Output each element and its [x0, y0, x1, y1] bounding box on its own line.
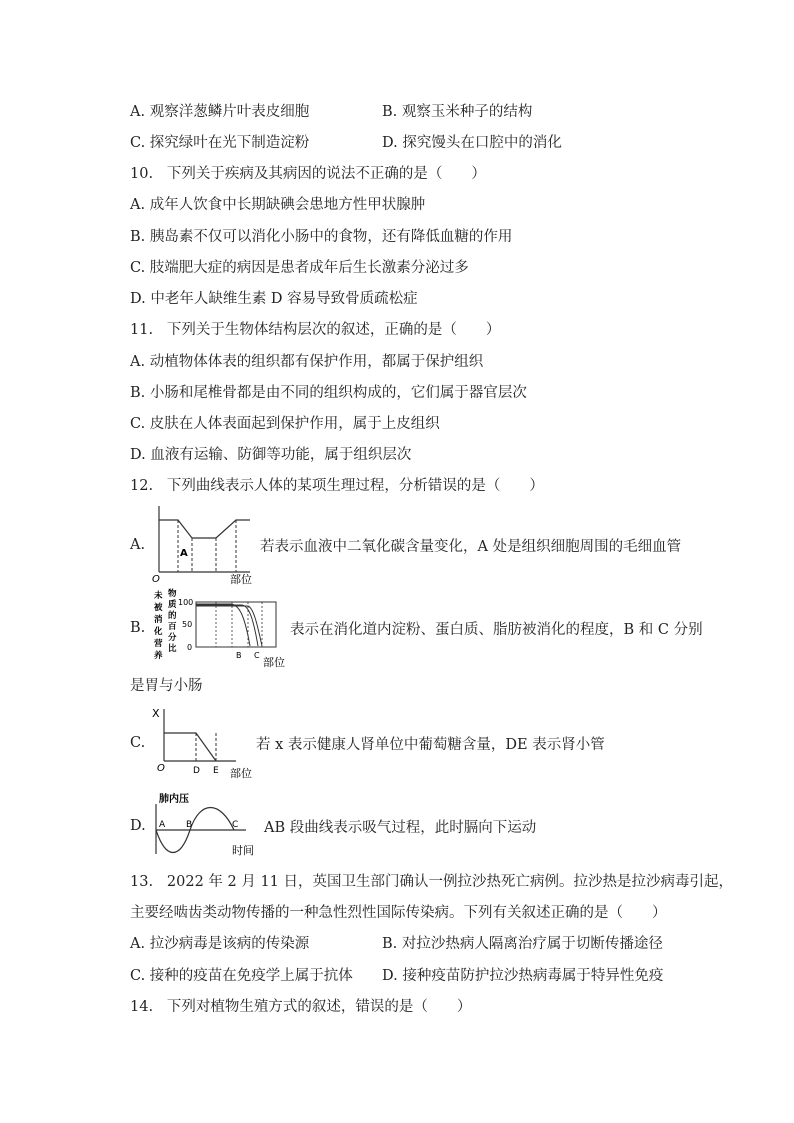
- q12-c-graph: [150, 703, 262, 781]
- q12-d-text: AB 段曲线表示吸气过程，此时膈向下运动: [264, 820, 537, 836]
- q12-b-point-b: B: [236, 651, 242, 660]
- q13-stem-line2: 主要经啮齿类动物传播的一种急性烈性国际传染病。下列有关叙述正确的是（ ）: [130, 905, 667, 921]
- q12-b-letter: B.: [130, 620, 146, 636]
- q12-b-ylabel-char: 物: [168, 589, 177, 599]
- q10-option-b: B. 胰岛素不仅可以消化小肠中的食物，还有降低血糖的作用: [130, 229, 513, 245]
- q13-option-b: B. 对拉沙热病人隔离治疗属于切断传播途径: [382, 936, 663, 952]
- q12-d-letter: D.: [130, 818, 146, 834]
- q12-a-xlabel: 部位: [230, 573, 252, 585]
- q12-d-point-a: A: [159, 820, 166, 830]
- q11-option-d: D. 血液有运输、防御等功能，属于组织层次: [130, 447, 412, 463]
- q10-option-c: C. 肢端肥大症的病因是患者成年后生长激素分泌过多: [130, 260, 469, 276]
- q12-c-point-d: D: [193, 766, 200, 776]
- q12-d-point-b: B: [186, 820, 193, 830]
- q9-option-c: C. 探究绿叶在光下制造淀粉: [130, 135, 310, 151]
- q9-option-b: B. 观察玉米种子的结构: [382, 104, 533, 120]
- q12-b-point-c: C: [254, 651, 260, 660]
- q12-b-ylabel-char: 消: [154, 615, 163, 625]
- q12-b-xlabel: 部位: [263, 656, 285, 669]
- q12-b-graph: [150, 588, 290, 670]
- q12-c-point-e: E: [213, 766, 219, 776]
- q12-d-point-c: C: [232, 820, 239, 830]
- q12-b-tick-100: 100: [178, 598, 194, 607]
- q12-a-text: 若表示血液中二氧化碳含量变化，A 处是组织细胞周围的毛细血管: [260, 539, 682, 555]
- q11-stem: 11. 下列关于生物体结构层次的叙述，正确的是（ ）: [130, 322, 501, 338]
- q11-option-a: A. 动植物体体表的组织都有保护作用，都属于保护组织: [130, 354, 484, 370]
- q12-b-ylabel-char: 百: [168, 622, 177, 632]
- q9-option-d: D. 探究馒头在口腔中的消化: [382, 135, 562, 151]
- q9-option-a: A. 观察洋葱鳞片叶表皮细胞: [130, 104, 310, 120]
- q13-stem-line1: 13. 2022 年 2 月 11 日，英国卫生部门确认一例拉沙热死亡病例。拉沙热是拉沙病毒引起，: [130, 874, 734, 890]
- q12-b-ylabel: [153, 588, 177, 661]
- q12-b-ylabel-char: 养: [154, 651, 163, 661]
- q12-d-ylabel: 肺内压: [159, 794, 189, 805]
- q12-b-ylabel-char: 的: [168, 611, 177, 621]
- q11-option-c: C. 皮肤在人体表面起到保护作用，属于上皮组织: [130, 416, 440, 432]
- q12-b-ylabel-char: 分: [168, 633, 177, 643]
- q12-b-tick-50: 50: [182, 620, 193, 629]
- q12-b-ylabel-char: 比: [168, 644, 177, 654]
- q14-stem: 14. 下列对植物生殖方式的叙述，错误的是（ ）: [130, 999, 472, 1015]
- q11-option-b: B. 小肠和尾椎骨都是由不同的组织构成的，它们属于器官层次: [130, 385, 527, 401]
- q13-option-a: A. 拉沙病毒是该病的传染源: [130, 936, 310, 952]
- q12-stem: 12. 下列曲线表示人体的某项生理过程，分析错误的是（ ）: [130, 478, 544, 494]
- q12-b-ylabel-char: 质: [168, 600, 177, 610]
- q12-a-letter: A.: [130, 537, 146, 553]
- q13-option-d: D. 接种疫苗防护拉沙热病毒属于特异性免疫: [382, 968, 664, 984]
- q13-option-c: C. 接种的疫苗在免疫学上属于抗体: [130, 968, 353, 984]
- q12-b-ylabel-char: 未: [154, 591, 163, 601]
- q12-b-ylabel-char: 化: [154, 627, 163, 637]
- q12-c-xlabel: 部位: [230, 767, 252, 780]
- q12-a-origin: O: [152, 574, 160, 585]
- q12-c-ylabel: X: [152, 707, 160, 720]
- q12-b-ylabel-char: 被: [154, 603, 163, 613]
- q12-b-ylabel-char: 营: [154, 639, 163, 649]
- q12-b-text: 表示在消化道内淀粉、蛋白质、脂肪被消化的程度，B 和 C 分别: [290, 622, 703, 638]
- q10-stem: 10. 下列关于疾病及其病因的说法不正确的是（ ）: [130, 166, 486, 182]
- q12-a-graph: [150, 500, 260, 585]
- q12-c-text: 若 x 表示健康人肾单位中葡萄糖含量，DE 表示肾小管: [256, 737, 605, 753]
- q10-option-a: A. 成年人饮食中长期缺碘会患地方性甲状腺肿: [130, 197, 426, 213]
- q12-b-tick-0: 0: [187, 643, 193, 652]
- q12-a-region-label: A: [180, 548, 188, 559]
- q12-d-graph: [150, 790, 270, 860]
- q12-d-xlabel: 时间: [232, 844, 254, 857]
- q12-c-letter: C.: [130, 735, 146, 751]
- q10-option-d: D. 中老年人缺维生素 D 容易导致骨质疏松症: [130, 291, 418, 307]
- q12-c-origin: O: [157, 763, 165, 774]
- q12-b-text-cont: 是胃与小肠: [130, 678, 203, 694]
